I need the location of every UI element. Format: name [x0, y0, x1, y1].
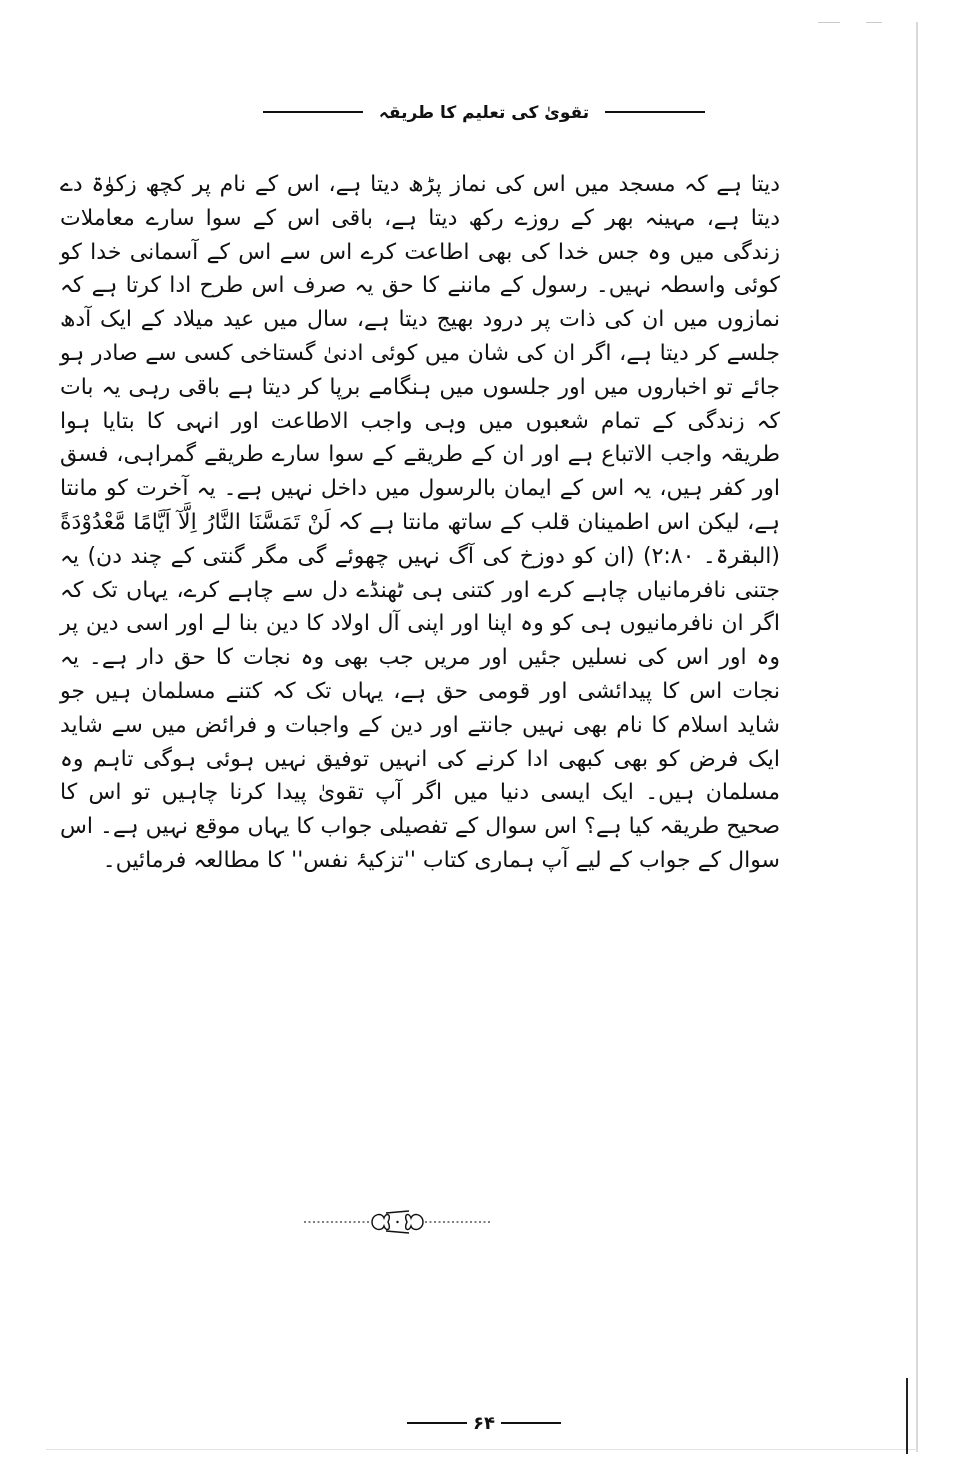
corner-mark-left — [818, 22, 840, 23]
running-header — [0, 92, 968, 132]
section-ornament-icon — [300, 1206, 495, 1238]
folio-rule-left — [407, 1422, 467, 1424]
corner-mark-right — [866, 22, 882, 23]
body-paragraph: دیتا ہے کہ مسجد میں اس کی نماز پڑھ دیتا ہے، اس کے نام پر کچھ زکوٰۃ دے دیتا ہے، مہینہ بھر کے روزے رکھ دیتا ہے، باقی اس کے سوا سارے معاملات زندگی میں وہ جس خدا کی بھی اطاعت کرے اس سے اس کے آسمانی خدا کو کوئی واسطہ نہیں۔ رسول کے ماننے کا حق یہ صرف اس طرح ادا کرتا ہے کہ نمازوں میں ان کی ذات پر درود بھیج دیتا ہے، سال میں عید میلاد کے ایک آدھ جلسے کر دیتا ہے، اگر ان کی شان میں کوئی ادنیٰ گستاخی کسی سے صادر ہو جائے تو اخباروں میں اور جلسوں میں ہنگامے برپا کر دیتا ہے باقی رہی یہ بات کہ زندگی کے تمام شعبوں میں وہی واجب الاطاعت اور انہی کا بتایا ہوا طریقہ واجب الاتباع ہے اور ان کے طریقے کے سوا سارے طریقے گمراہی، فسق اور کفر ہیں، یہ اس کے ایمان بالرسول میں داخل نہیں ہے۔ یہ آخرت کو مانتا ہے، لیکن اس اطمینان قلب کے ساتھ مانتا ہے کہ لَنْ تَمَسَّنَا النَّارُ اِلَّآ اَيَّامًا مَّعْدُوْدَةً (البقرۃ۔ ۲:۸۰) (ان کو دوزخ کی آگ نہیں چھوئے گی مگر گنتی کے چند دن) یہ جتنی نافرمانیاں چاہے کرے اور کتنی ہی ٹھنڈے دل سے چاہے کرے، یہاں تک کہ اگر ان نافرمانیوں ہی کو وہ اپنا اور اپنی آل اولاد کا دین بنا لے اور اسی دین پر وہ اور اس کی نسلیں جئیں اور مریں جب بھی وہ نجات کا حق دار ہے۔ یہ نجات اس کا پیدائشی اور قومی حق ہے، یہاں تک کہ کتنے مسلمان ہیں جو شاید اسلام کا نام بھی نہیں جانتے اور دین کے واجبات و فرائض میں سے شاید ایک فرض کو بھی کبھی ادا کرنے کی انہیں توفیق نہیں ہوئی ہوگی تاہم وہ مسلمان ہیں۔ ایک ایسی دنیا میں اگر آپ تقویٰ پیدا کرنا چاہیں تو اس کا صحیح طریقہ کیا ہے؟ اس سوال کے تفصیلی جواب کا یہاں موقع نہیں ہے۔ اس سوال کے جواب کے لیے آپ ہماری کتاب ''تزکیۂ نفس'' کا مطالعہ فرمائیں۔ — [60, 172, 780, 873]
page-number-footer — [0, 1410, 968, 1436]
header-title: تقویٰ کی تعلیم کا طریقہ — [378, 102, 590, 123]
folio-rule-right — [501, 1422, 561, 1424]
header-rule-right — [605, 111, 705, 113]
page-number: ۶۴ — [473, 1412, 495, 1434]
page-edge-shadow — [916, 22, 918, 1452]
header-rule-left — [263, 111, 363, 113]
page-bottom-edge — [46, 1449, 918, 1450]
